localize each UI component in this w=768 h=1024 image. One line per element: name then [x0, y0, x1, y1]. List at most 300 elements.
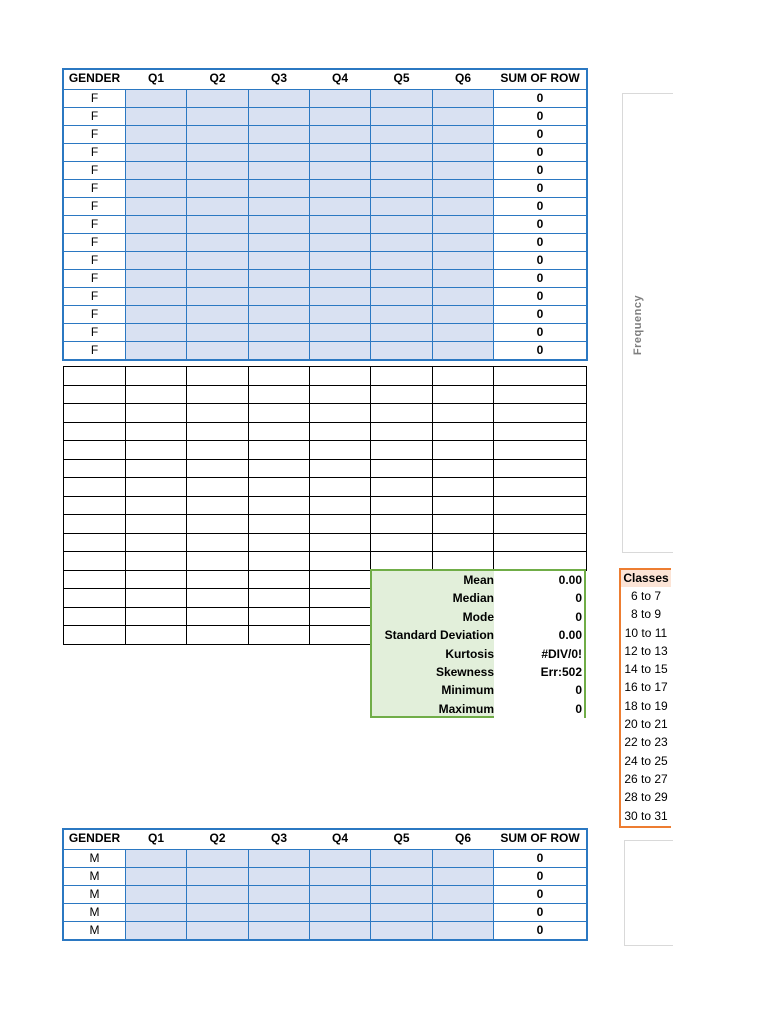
q2-cell[interactable]: [187, 903, 249, 921]
q6-cell[interactable]: [433, 885, 494, 903]
q2-cell[interactable]: [187, 287, 249, 305]
grid-cell[interactable]: [187, 515, 249, 534]
class-range-cell[interactable]: 10 to 11: [624, 625, 668, 640]
gender-cell[interactable]: M: [64, 867, 126, 885]
sum-of-row-cell[interactable]: 0: [494, 323, 587, 341]
stat-value[interactable]: 0: [494, 589, 584, 607]
grid-cell[interactable]: [187, 533, 249, 552]
grid-cell[interactable]: [187, 459, 249, 478]
stat-value[interactable]: 0.00: [494, 571, 584, 589]
histogram-chart-2[interactable]: [624, 840, 673, 946]
stat-value[interactable]: 0: [494, 608, 584, 626]
table-row: [64, 251, 587, 269]
grid-cell[interactable]: [310, 533, 371, 552]
q6-cell[interactable]: [433, 161, 494, 179]
class-range-cell[interactable]: 18 to 19: [624, 698, 668, 713]
q4-cell[interactable]: [310, 323, 371, 341]
gender-cell[interactable]: F: [64, 107, 126, 125]
gender-cell[interactable]: F: [64, 251, 126, 269]
grid-cell[interactable]: [126, 589, 187, 608]
class-range-cell[interactable]: 12 to 13: [624, 643, 668, 658]
class-range-cell[interactable]: 26 to 27: [624, 771, 668, 786]
q6-cell[interactable]: [433, 143, 494, 161]
grid-row: [64, 496, 587, 515]
grid-cell[interactable]: [494, 533, 587, 552]
grid-cell[interactable]: [126, 478, 187, 497]
q2-cell[interactable]: [187, 867, 249, 885]
sum-of-row-cell[interactable]: 0: [494, 251, 587, 269]
gender-cell[interactable]: F: [64, 323, 126, 341]
q5-cell[interactable]: [371, 251, 433, 269]
grid-cell[interactable]: [433, 478, 494, 497]
grid-cell[interactable]: [187, 441, 249, 460]
column-header: Q3: [249, 829, 310, 849]
q6-cell[interactable]: [433, 305, 494, 323]
stat-value[interactable]: 0: [494, 700, 584, 718]
q6-cell[interactable]: [433, 903, 494, 921]
grid-cell[interactable]: [433, 552, 494, 571]
histogram-chart[interactable]: [622, 93, 673, 553]
q5-cell[interactable]: [371, 179, 433, 197]
grid-cell[interactable]: [187, 367, 249, 386]
q5-cell[interactable]: [371, 903, 433, 921]
grid-cell[interactable]: [249, 441, 310, 460]
q1-cell[interactable]: [126, 143, 187, 161]
grid-cell[interactable]: [433, 441, 494, 460]
gender-cell[interactable]: M: [64, 903, 126, 921]
grid-cell[interactable]: [249, 478, 310, 497]
grid-cell[interactable]: [494, 422, 587, 441]
q2-cell[interactable]: [187, 143, 249, 161]
q1-cell[interactable]: [126, 197, 187, 215]
grid-cell[interactable]: [249, 589, 310, 608]
grid-cell[interactable]: [126, 385, 187, 404]
grid-cell[interactable]: [64, 570, 126, 589]
q6-cell[interactable]: [433, 341, 494, 359]
gender-cell[interactable]: M: [64, 921, 126, 939]
q2-cell[interactable]: [187, 179, 249, 197]
grid-cell[interactable]: [64, 404, 126, 423]
grid-cell[interactable]: [371, 515, 433, 534]
grid-cell[interactable]: [64, 422, 126, 441]
grid-cell[interactable]: [433, 515, 494, 534]
grid-cell[interactable]: [64, 533, 126, 552]
sum-of-row-cell[interactable]: 0: [494, 885, 587, 903]
sum-of-row-cell[interactable]: 0: [494, 89, 587, 107]
q3-cell[interactable]: [249, 903, 310, 921]
grid-cell[interactable]: [126, 552, 187, 571]
grid-cell[interactable]: [371, 441, 433, 460]
sum-of-row-cell[interactable]: 0: [494, 269, 587, 287]
q3-cell[interactable]: [249, 143, 310, 161]
q4-cell[interactable]: [310, 251, 371, 269]
q4-cell[interactable]: [310, 143, 371, 161]
grid-cell[interactable]: [187, 552, 249, 571]
grid-cell[interactable]: [249, 385, 310, 404]
grid-cell[interactable]: [310, 441, 371, 460]
grid-cell[interactable]: [249, 459, 310, 478]
q4-cell[interactable]: [310, 107, 371, 125]
q3-cell[interactable]: [249, 341, 310, 359]
grid-cell[interactable]: [64, 626, 126, 645]
gender-cell[interactable]: F: [64, 287, 126, 305]
q3-cell[interactable]: [249, 323, 310, 341]
grid-cell[interactable]: [371, 459, 433, 478]
grid-cell[interactable]: [310, 422, 371, 441]
grid-cell[interactable]: [310, 478, 371, 497]
q6-cell[interactable]: [433, 323, 494, 341]
sum-of-row-cell[interactable]: 0: [494, 903, 587, 921]
q2-cell[interactable]: [187, 305, 249, 323]
q1-cell[interactable]: [126, 89, 187, 107]
q6-cell[interactable]: [433, 251, 494, 269]
sum-of-row-cell[interactable]: 0: [494, 143, 587, 161]
gender-cell[interactable]: F: [64, 305, 126, 323]
q5-cell[interactable]: [371, 867, 433, 885]
grid-cell[interactable]: [371, 404, 433, 423]
q4-cell[interactable]: [310, 179, 371, 197]
grid-cell[interactable]: [371, 552, 433, 571]
gender-cell[interactable]: F: [64, 125, 126, 143]
class-range-cell[interactable]: 24 to 25: [624, 753, 668, 768]
sum-of-row-cell[interactable]: 0: [494, 179, 587, 197]
q5-cell[interactable]: [371, 215, 433, 233]
class-range-cell[interactable]: 28 to 29: [624, 790, 668, 805]
q3-cell[interactable]: [249, 885, 310, 903]
grid-row: [64, 552, 587, 571]
q1-cell[interactable]: [126, 921, 187, 939]
gender-cell[interactable]: M: [64, 849, 126, 867]
q4-cell[interactable]: [310, 125, 371, 143]
grid-cell[interactable]: [310, 570, 371, 589]
grid-cell[interactable]: [433, 385, 494, 404]
gender-cell[interactable]: M: [64, 885, 126, 903]
q1-cell[interactable]: [126, 233, 187, 251]
q1-cell[interactable]: [126, 179, 187, 197]
stat-value[interactable]: #DIV/0!: [494, 645, 584, 663]
q3-cell[interactable]: [249, 215, 310, 233]
grid-cell[interactable]: [64, 441, 126, 460]
grid-cell[interactable]: [433, 496, 494, 515]
grid-cell[interactable]: [187, 478, 249, 497]
q3-cell[interactable]: [249, 849, 310, 867]
q2-cell[interactable]: [187, 197, 249, 215]
q6-cell[interactable]: [433, 107, 494, 125]
q5-cell[interactable]: [371, 161, 433, 179]
q5-cell[interactable]: [371, 921, 433, 939]
sum-of-row-cell[interactable]: 0: [494, 161, 587, 179]
gender-cell[interactable]: F: [64, 269, 126, 287]
q5-cell[interactable]: [371, 233, 433, 251]
grid-cell[interactable]: [310, 589, 371, 608]
sum-of-row-cell[interactable]: 0: [494, 233, 587, 251]
q1-cell[interactable]: [126, 867, 187, 885]
q5-cell[interactable]: [371, 849, 433, 867]
q3-cell[interactable]: [249, 179, 310, 197]
gender-cell[interactable]: F: [64, 161, 126, 179]
grid-cell[interactable]: [64, 367, 126, 386]
q2-cell[interactable]: [187, 849, 249, 867]
grid-cell[interactable]: [187, 404, 249, 423]
grid-cell[interactable]: [126, 607, 187, 626]
q4-cell[interactable]: [310, 305, 371, 323]
grid-cell[interactable]: [310, 607, 371, 626]
q2-cell[interactable]: [187, 323, 249, 341]
q3-cell[interactable]: [249, 107, 310, 125]
q4-cell[interactable]: [310, 197, 371, 215]
q1-cell[interactable]: [126, 287, 187, 305]
gender-cell[interactable]: F: [64, 143, 126, 161]
grid-cell[interactable]: [310, 515, 371, 534]
gender-cell[interactable]: F: [64, 197, 126, 215]
q5-cell[interactable]: [371, 323, 433, 341]
q3-cell[interactable]: [249, 251, 310, 269]
q1-cell[interactable]: [126, 323, 187, 341]
sum-of-row-cell[interactable]: 0: [494, 215, 587, 233]
grid-cell[interactable]: [371, 422, 433, 441]
sum-of-row-cell[interactable]: 0: [494, 341, 587, 359]
sum-of-row-cell[interactable]: 0: [494, 867, 587, 885]
q1-cell[interactable]: [126, 305, 187, 323]
grid-row: [64, 533, 587, 552]
q2-cell[interactable]: [187, 233, 249, 251]
q5-cell[interactable]: [371, 107, 433, 125]
q4-cell[interactable]: [310, 885, 371, 903]
stat-value[interactable]: Err:502: [494, 663, 584, 681]
q3-cell[interactable]: [249, 197, 310, 215]
q5-cell[interactable]: [371, 305, 433, 323]
grid-cell[interactable]: [371, 496, 433, 515]
grid-cell[interactable]: [126, 570, 187, 589]
grid-cell[interactable]: [249, 496, 310, 515]
class-range-cell[interactable]: 22 to 23: [624, 735, 668, 750]
grid-cell[interactable]: [310, 404, 371, 423]
q5-cell[interactable]: [371, 143, 433, 161]
gender-cell[interactable]: F: [64, 215, 126, 233]
q3-cell[interactable]: [249, 305, 310, 323]
gender-cell[interactable]: F: [64, 89, 126, 107]
class-range-cell[interactable]: 20 to 21: [624, 717, 668, 732]
grid-cell[interactable]: [249, 626, 310, 645]
q3-cell[interactable]: [249, 125, 310, 143]
gender-cell[interactable]: F: [64, 233, 126, 251]
q6-cell[interactable]: [433, 867, 494, 885]
grid-cell[interactable]: [371, 533, 433, 552]
sum-of-row-cell[interactable]: 0: [494, 305, 587, 323]
grid-cell[interactable]: [64, 552, 126, 571]
grid-cell[interactable]: [126, 459, 187, 478]
q5-cell[interactable]: [371, 341, 433, 359]
grid-cell[interactable]: [126, 367, 187, 386]
q5-cell[interactable]: [371, 197, 433, 215]
grid-cell[interactable]: [126, 404, 187, 423]
q1-cell[interactable]: [126, 885, 187, 903]
q2-cell[interactable]: [187, 107, 249, 125]
table-row: [64, 161, 587, 179]
q3-cell[interactable]: [249, 161, 310, 179]
q6-cell[interactable]: [433, 215, 494, 233]
grid-cell[interactable]: [494, 441, 587, 460]
q1-cell[interactable]: [126, 269, 187, 287]
q3-cell[interactable]: [249, 287, 310, 305]
table-row: [64, 269, 587, 287]
q4-cell[interactable]: [310, 233, 371, 251]
q2-cell[interactable]: [187, 251, 249, 269]
stat-value[interactable]: 0.00: [494, 626, 584, 644]
grid-cell[interactable]: [494, 478, 587, 497]
grid-cell[interactable]: [494, 385, 587, 404]
gender-cell[interactable]: F: [64, 341, 126, 359]
q1-cell[interactable]: [126, 251, 187, 269]
q4-cell[interactable]: [310, 215, 371, 233]
grid-cell[interactable]: [494, 459, 587, 478]
q1-cell[interactable]: [126, 903, 187, 921]
grid-cell[interactable]: [310, 626, 371, 645]
grid-cell[interactable]: [249, 422, 310, 441]
grid-cell[interactable]: [310, 552, 371, 571]
grid-cell[interactable]: [187, 496, 249, 515]
sum-of-row-cell[interactable]: 0: [494, 921, 587, 939]
grid-cell[interactable]: [64, 589, 126, 608]
q4-cell[interactable]: [310, 287, 371, 305]
class-range-cell[interactable]: 14 to 15: [624, 662, 668, 677]
grid-cell[interactable]: [494, 404, 587, 423]
grid-cell[interactable]: [126, 422, 187, 441]
q2-cell[interactable]: [187, 215, 249, 233]
grid-cell[interactable]: [126, 441, 187, 460]
grid-cell[interactable]: [187, 626, 249, 645]
q4-cell[interactable]: [310, 867, 371, 885]
grid-cell[interactable]: [64, 385, 126, 404]
q6-cell[interactable]: [433, 849, 494, 867]
grid-cell[interactable]: [64, 496, 126, 515]
grid-cell[interactable]: [249, 515, 310, 534]
q4-cell[interactable]: [310, 89, 371, 107]
q5-cell[interactable]: [371, 287, 433, 305]
grid-cell[interactable]: [310, 496, 371, 515]
q6-cell[interactable]: [433, 179, 494, 197]
grid-cell[interactable]: [64, 478, 126, 497]
q1-cell[interactable]: [126, 107, 187, 125]
grid-cell[interactable]: [433, 367, 494, 386]
q6-cell[interactable]: [433, 233, 494, 251]
q5-cell[interactable]: [371, 885, 433, 903]
grid-cell[interactable]: [371, 478, 433, 497]
q5-cell[interactable]: [371, 89, 433, 107]
q6-cell[interactable]: [433, 125, 494, 143]
grid-cell[interactable]: [494, 515, 587, 534]
q6-cell[interactable]: [433, 89, 494, 107]
grid-cell[interactable]: [126, 533, 187, 552]
q3-cell[interactable]: [249, 269, 310, 287]
sum-of-row-cell[interactable]: 0: [494, 197, 587, 215]
grid-cell[interactable]: [249, 533, 310, 552]
grid-cell[interactable]: [64, 459, 126, 478]
q6-cell[interactable]: [433, 269, 494, 287]
q2-cell[interactable]: [187, 341, 249, 359]
q3-cell[interactable]: [249, 867, 310, 885]
q4-cell[interactable]: [310, 921, 371, 939]
grid-cell[interactable]: [249, 570, 310, 589]
column-header: Q1: [126, 829, 187, 849]
class-range-cell[interactable]: 6 to 7: [630, 589, 662, 603]
grid-cell[interactable]: [494, 367, 587, 386]
sum-of-row-cell[interactable]: 0: [494, 125, 587, 143]
stat-value[interactable]: 0: [494, 681, 584, 699]
grid-cell[interactable]: [126, 626, 187, 645]
q2-cell[interactable]: [187, 921, 249, 939]
q2-cell[interactable]: [187, 161, 249, 179]
grid-cell[interactable]: [64, 515, 126, 534]
q6-cell[interactable]: [433, 921, 494, 939]
grid-row: [64, 515, 587, 534]
q4-cell[interactable]: [310, 341, 371, 359]
q2-cell[interactable]: [187, 885, 249, 903]
q5-cell[interactable]: [371, 269, 433, 287]
q1-cell[interactable]: [126, 125, 187, 143]
sum-of-row-cell[interactable]: 0: [494, 287, 587, 305]
class-range-cell[interactable]: 8 to 9: [630, 607, 662, 622]
q2-cell[interactable]: [187, 269, 249, 287]
grid-cell[interactable]: [371, 385, 433, 404]
grid-cell[interactable]: [249, 552, 310, 571]
grid-cell[interactable]: [494, 496, 587, 515]
q5-cell[interactable]: [371, 125, 433, 143]
grid-cell[interactable]: [433, 459, 494, 478]
grid-cell[interactable]: [187, 570, 249, 589]
q2-cell[interactable]: [187, 125, 249, 143]
grid-cell[interactable]: [187, 422, 249, 441]
grid-cell[interactable]: [126, 496, 187, 515]
q1-cell[interactable]: [126, 215, 187, 233]
grid-cell[interactable]: [187, 589, 249, 608]
grid-cell[interactable]: [187, 385, 249, 404]
q1-cell[interactable]: [126, 341, 187, 359]
grid-cell[interactable]: [249, 367, 310, 386]
q6-cell[interactable]: [433, 287, 494, 305]
sum-of-row-cell[interactable]: 0: [494, 107, 587, 125]
grid-cell[interactable]: [371, 367, 433, 386]
grid-cell[interactable]: [126, 515, 187, 534]
q3-cell[interactable]: [249, 921, 310, 939]
grid-cell[interactable]: [187, 607, 249, 626]
grid-cell[interactable]: [64, 607, 126, 626]
q3-cell[interactable]: [249, 89, 310, 107]
sum-of-row-cell[interactable]: 0: [494, 849, 587, 867]
grid-cell[interactable]: [433, 404, 494, 423]
grid-cell[interactable]: [433, 533, 494, 552]
gender-cell[interactable]: F: [64, 179, 126, 197]
grid-cell[interactable]: [310, 385, 371, 404]
grid-cell[interactable]: [310, 367, 371, 386]
class-range-cell[interactable]: 30 to 31: [624, 808, 668, 823]
q2-cell[interactable]: [187, 89, 249, 107]
q4-cell[interactable]: [310, 903, 371, 921]
grid-cell[interactable]: [494, 552, 587, 571]
q4-cell[interactable]: [310, 849, 371, 867]
grid-cell[interactable]: [249, 607, 310, 626]
q4-cell[interactable]: [310, 161, 371, 179]
grid-cell[interactable]: [310, 459, 371, 478]
grid-cell[interactable]: [249, 404, 310, 423]
q3-cell[interactable]: [249, 233, 310, 251]
class-range-cell[interactable]: 16 to 17: [624, 680, 668, 695]
q1-cell[interactable]: [126, 161, 187, 179]
q1-cell[interactable]: [126, 849, 187, 867]
grid-cell[interactable]: [433, 422, 494, 441]
q6-cell[interactable]: [433, 197, 494, 215]
q4-cell[interactable]: [310, 269, 371, 287]
